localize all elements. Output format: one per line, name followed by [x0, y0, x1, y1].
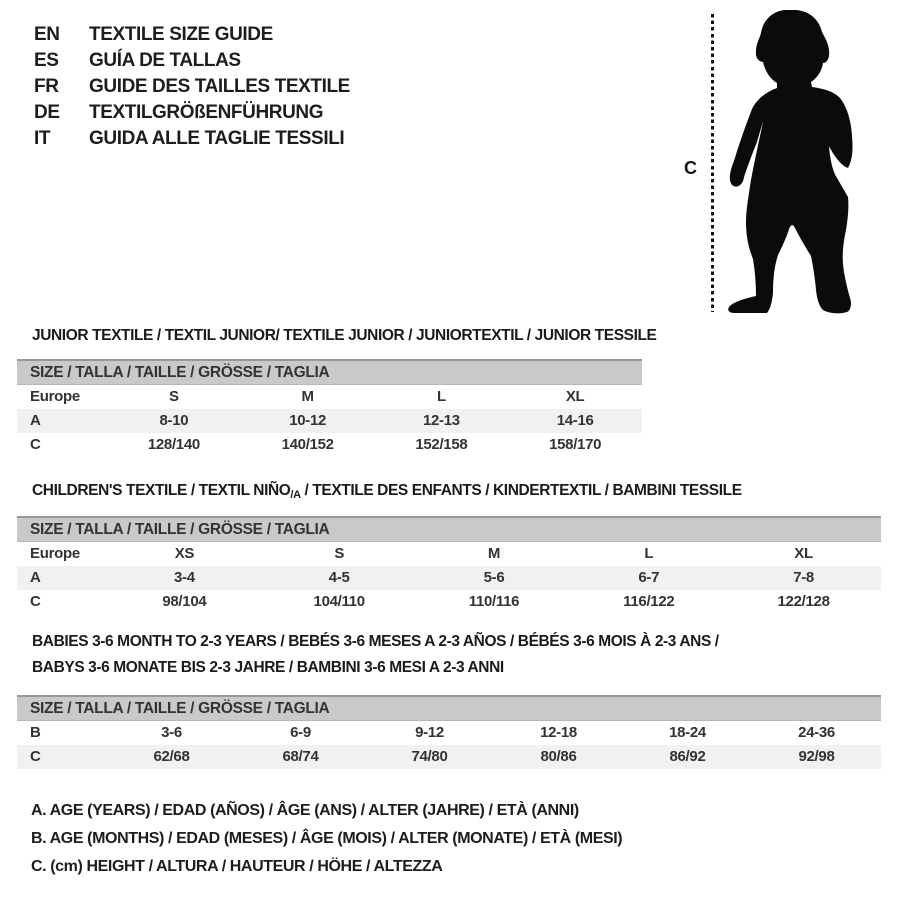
height-cell: 116/122 — [623, 593, 675, 610]
height-measure-label: C — [684, 158, 697, 178]
size-table-header: SIZE / TALLA / TAILLE / GRÖSSE / TAGLIA — [17, 695, 881, 721]
height-cell: 80/86 — [540, 748, 577, 765]
row-label: C — [30, 593, 41, 610]
row-label: A — [30, 412, 41, 429]
table-row-europe — [17, 542, 881, 566]
size-cell: XS — [174, 545, 195, 562]
language-label: GUIDA ALLE TAGLIE TESSILI — [89, 128, 345, 149]
children-size-table — [17, 516, 881, 614]
height-cell: 62/68 — [153, 748, 190, 765]
footnote-age-years: A. AGE (YEARS) / EDAD (AÑOS) / ÂGE (ANS) / ALTER (JAHRE) / ETÀ (ANNI) — [31, 802, 579, 819]
language-code: FR — [34, 76, 59, 97]
age-cell: 14-16 — [556, 412, 594, 429]
height-cell: 98/104 — [162, 593, 207, 610]
language-row-fr — [34, 74, 350, 100]
language-label: TEXTILE SIZE GUIDE — [89, 24, 273, 45]
baby-silhouette-icon — [722, 8, 862, 314]
row-label: C — [30, 436, 41, 453]
height-cell: 140/152 — [281, 436, 334, 453]
size-cell: S — [334, 545, 345, 562]
children-title-subscript: /A — [290, 489, 301, 501]
age-cell: 4-5 — [328, 569, 350, 586]
height-cell: 104/110 — [313, 593, 365, 610]
table-row-age-years — [17, 566, 881, 590]
size-cell: M — [301, 388, 314, 405]
language-row-de — [34, 100, 350, 126]
age-cell: 24-36 — [798, 724, 835, 741]
language-code: IT — [34, 128, 51, 149]
height-cell: 74/80 — [411, 748, 448, 765]
size-cell: S — [169, 388, 179, 405]
age-cell: 12-13 — [422, 412, 460, 429]
age-cell: 7-8 — [793, 569, 814, 586]
babies-title-line1: BABIES 3-6 MONTH TO 2-3 YEARS / BEBÉS 3-6 MESES A 2-3 AÑOS / BÉBÉS 3-6 MOIS À 2-3 ANS / — [32, 633, 719, 650]
footnote-height-cm: C. (cm) HEIGHT / ALTURA / HAUTEUR / HÖHE / ALTEZZA — [31, 858, 443, 875]
babies-title-line2: BABYS 3-6 MONATE BIS 2-3 JAHRE / BAMBINI 3-6 MESI A 2-3 ANNI — [32, 659, 504, 676]
table-row-height-cm — [17, 433, 642, 457]
junior-section-title: JUNIOR TEXTILE / TEXTIL JUNIOR/ TEXTILE JUNIOR / JUNIORTEXTIL / JUNIOR TESSILE — [32, 327, 657, 344]
row-label: C — [30, 748, 41, 765]
table-row-age-months — [17, 721, 881, 745]
age-cell: 12-18 — [540, 724, 577, 741]
size-cell: XL — [565, 388, 585, 405]
children-title-prefix: CHILDREN'S TEXTILE / TEXTIL NIÑO — [32, 482, 291, 499]
language-row-it — [34, 126, 350, 152]
language-code: ES — [34, 50, 59, 71]
age-cell: 18-24 — [669, 724, 706, 741]
language-row-es — [34, 48, 350, 74]
language-label: GUÍA DE TALLAS — [89, 50, 241, 71]
height-cell: 158/170 — [549, 436, 602, 453]
age-cell: 8-10 — [159, 412, 189, 429]
size-cell: XL — [794, 545, 813, 562]
size-cell: M — [487, 545, 501, 562]
language-row-en — [34, 22, 350, 48]
table-row-height-cm — [17, 745, 881, 769]
height-cell: 152/158 — [415, 436, 468, 453]
language-label: GUIDE DES TAILLES TEXTILE — [89, 76, 350, 97]
age-cell: 6-9 — [290, 724, 311, 741]
children-section-title — [32, 482, 742, 501]
row-label: A — [30, 569, 41, 586]
height-cell: 110/116 — [468, 593, 520, 610]
language-code: EN — [34, 24, 60, 45]
language-list — [34, 22, 350, 152]
size-table-header: SIZE / TALLA / TAILLE / GRÖSSE / TAGLIA — [17, 516, 881, 542]
height-cell: 122/128 — [777, 593, 830, 610]
height-dotted-line — [711, 14, 714, 312]
junior-size-table — [17, 359, 642, 457]
footnote-age-months: B. AGE (MONTHS) / EDAD (MESES) / ÂGE (MOIS) / ALTER (MONATE) / ETÀ (MESI) — [31, 830, 623, 847]
row-label: Europe — [30, 388, 80, 405]
language-label: TEXTILGRÖßENFÜHRUNG — [89, 102, 324, 123]
legend-footnotes — [31, 797, 622, 881]
row-label: B — [30, 724, 41, 741]
table-row-height-cm — [17, 590, 881, 614]
size-table-header: SIZE / TALLA / TAILLE / GRÖSSE / TAGLIA — [17, 359, 642, 385]
age-cell: 5-6 — [483, 569, 505, 586]
size-cell: L — [436, 388, 446, 405]
age-cell: 3-4 — [174, 569, 195, 586]
height-cell: 128/140 — [147, 436, 200, 453]
height-cell: 86/92 — [669, 748, 706, 765]
age-cell: 10-12 — [289, 412, 327, 429]
age-cell: 3-6 — [161, 724, 182, 741]
table-row-age-years — [17, 409, 642, 433]
age-cell: 6-7 — [638, 569, 660, 586]
height-cell: 92/98 — [798, 748, 835, 765]
size-cell: L — [644, 545, 654, 562]
height-cell: 68/74 — [282, 748, 319, 765]
age-cell: 9-12 — [415, 724, 444, 741]
babies-section-title — [32, 629, 719, 681]
table-row-europe — [17, 385, 642, 409]
babies-size-table — [17, 695, 881, 769]
row-label: Europe — [30, 545, 80, 562]
language-code: DE — [34, 102, 60, 123]
children-title-suffix: / TEXTILE DES ENFANTS / KINDERTEXTIL / BAMBINI TESSILE — [300, 482, 742, 499]
